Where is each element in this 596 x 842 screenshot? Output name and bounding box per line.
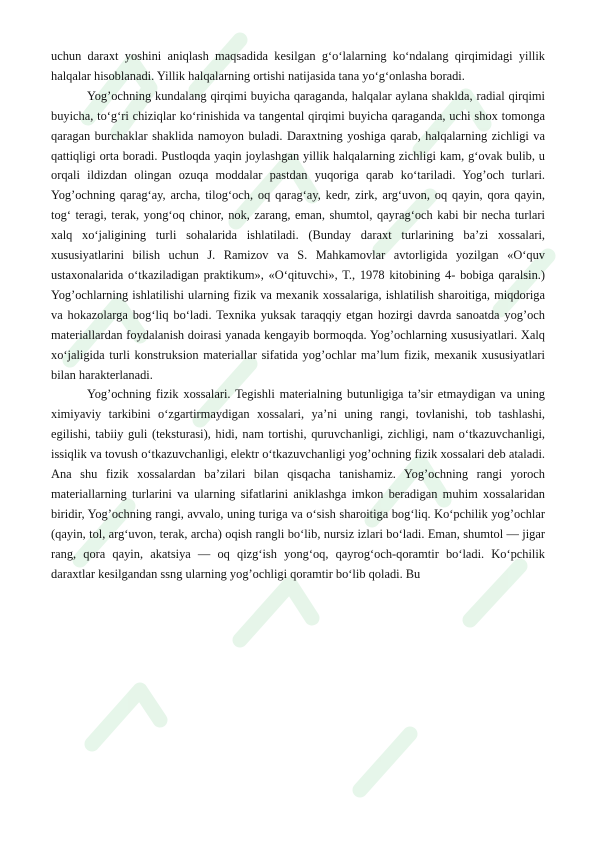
paragraph-2: Yog’ochning kundalang qirqimi buyicha qaraganda, halqalar aylana shaklda, radial qirqimi buyicha, to‘g‘ri chiziqlar ko‘rinishida va tangental qirqimi buyicha qaraganda, uchi shox tomonga qaragan burchaklar shaklida namoyon buladi. Daraxtning yoshiga qarab, halqalarning zichligi va qattiqligi orta boradi. Pustloqda yaqin joylashgan yillik halqalarning zichligi kam, g‘ovak bulib, u orqali ildizdan olingan ozuqa moddalar pastdan yuqoriga qarab ko‘tariladi. Yog’och turlari. Yog’ochning qarag‘ay, archa, tilog‘och, oq qarag‘ay, kedr, zirk, arg‘uvon, oq qayin, qora qayin, tog‘ teragi, terak, yong‘oq chinor, nok, zarang, eman, shumtol, qayrag‘och kabi bir necha turlari xalq xo‘jaligining turli sohalarida ishlatiladi. (Bunday daraxt turlarining ba’zi xossalari, xususiyatlarini bilish uchun J. Ramizov va S. Mahkamovlar avtorligida yozilgan «O‘quv ustaxonalarida o‘tkaziladigan praktikum», «O‘qituvchi», T., 1978 kitobining 4- bobiga qaralsin.) Yog’ochlarning ishlatilishi ularning fizik va mexanik xossalariga, ishlatilish sharoitiga, miqdoriga va hokazolarga bog‘liq bo‘ladi. Texnika yuksak taraqqiy etgan hozirgi davrda sanoatda yog’och materiallardan foydalanish doirasi yanada kengayib bormoqda. Yog’ochlarning xususiyatlari. Xalq xo‘jaligida turli konstruksion materiallar sifatida yog’ochlar ma’lum fizik, mexanik xususiyatlari bilan harakterlanadi. bbox=[51, 88, 545, 382]
paragraph-3: Yog’ochning fizik xossalari. Tegishli materialning butunligiga ta’sir etmaydigan va uning ximiyaviy tarkibini o‘zgartirmaydigan xossalari, ya’ni uning rangi, tovlanishi, tob tashlashi, egilishi, tabiiy guli (teksturasi), hidi, nam tortishi, quruvchanligi, zichligi, nam o‘tkazuvchanligi, issiqlik va tovush o‘tkazuvchanligi, elektr o‘tkazuvchanligi yog’ochning fizik xossalari deb ataladi. Ana shu fizik xossalardan ba’zilari bilan qisqacha tanishamiz. Yog’ochning rangi yoroch materiallarning turlarini va ularning sifatlarini aniklashga imkon beradigan muhim xossalaridan biridir, Yog’ochning rangi, avvalo, uning turiga va o‘sish sharoitiga bog‘liq. Ko‘pchilik yog’ochlar (qayin, tol, arg‘uvon, terak, archa) oqish rangli bo‘lib, nursiz izlari bo‘ladi. Eman, shumtol — jigar rang, qora qayin, akatsiya — oq qizg‘ish yong‘oq, qayrog‘och-qoramtir bo‘ladi. Ko‘pchilik daraxtlar kesilgandan ssng ularning yog’ochligi qoramtir bo‘lib qoladi. Bu bbox=[51, 387, 545, 581]
watermark-mark-13 bbox=[92, 690, 160, 744]
paragraph-1: uchun daraxt yoshini aniqlash maqsadida kesilgan g‘o‘lalarning ko‘ndalang qirqimidagi yillik halqalar hisoblanadi. Yillik halqalarning ortishi natijasida tana yo‘g‘onlasha boradi. bbox=[51, 49, 545, 83]
watermark-mark-14 bbox=[360, 734, 410, 790]
watermark-mark-11 bbox=[240, 584, 312, 640]
document-body bbox=[51, 47, 545, 584]
